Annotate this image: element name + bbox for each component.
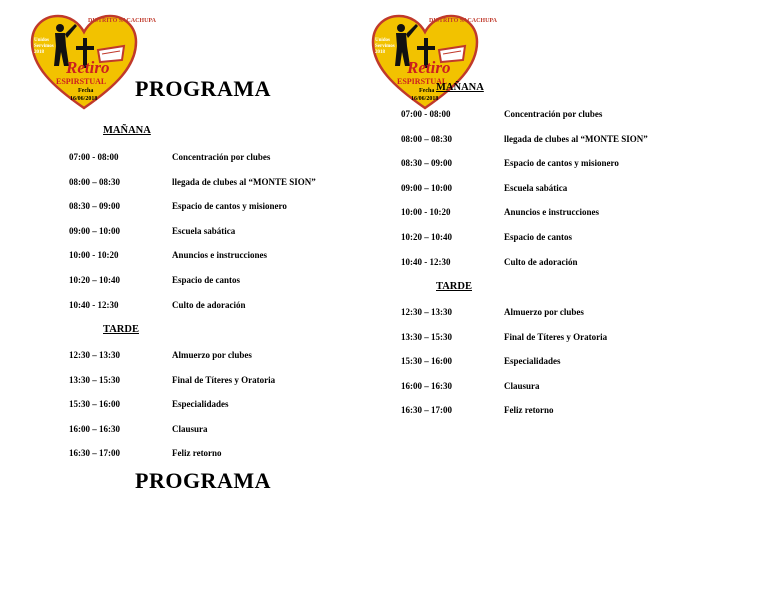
schedule-row (69, 300, 329, 312)
schedule-activity: Anuncios e instrucciones (504, 207, 600, 218)
schedule-activity: Almuerzo por clubes (172, 350, 252, 360)
schedule-activity: Clausura (504, 380, 540, 391)
schedule-activity: Almuerzo por clubes (504, 307, 584, 317)
schedule-activity: Especialidades (504, 356, 561, 367)
logo-date: 16/06/2018 (70, 96, 98, 102)
schedule-time: 09:00 – 10:00 (69, 225, 120, 236)
schedule-time: 10:20 – 10:40 (401, 232, 452, 242)
schedule-activity: Clausura (172, 423, 208, 434)
schedule-row (401, 381, 661, 393)
schedule-time: 08:30 – 09:00 (69, 201, 120, 212)
schedule-row (69, 275, 329, 287)
schedule-activity: Feliz retorno (504, 405, 554, 416)
schedule-row (69, 250, 329, 262)
schedule-activity: Escuela sabática (172, 225, 236, 236)
schedule-row (69, 177, 329, 189)
schedule-row (69, 226, 329, 238)
schedule-time: 15:30 – 16:00 (69, 399, 120, 410)
schedule-time: 10:00 - 10:20 (401, 207, 451, 218)
section-afternoon-heading: TARDE (103, 324, 139, 335)
schedule-time: 15:30 – 16:00 (401, 356, 452, 367)
logo-subtitle: ESPIRSTUAL (397, 77, 448, 86)
schedule-activity: Especialidades (172, 399, 229, 410)
logo-date-label: Fecha (419, 88, 435, 94)
schedule-row (401, 109, 661, 121)
logo-subtitle: ESPIRSTUAL (56, 77, 107, 86)
schedule-time: 12:30 – 13:30 (401, 307, 452, 317)
schedule-activity: Final de Títeres y Oratoria (504, 331, 608, 342)
schedule-activity: Espacio de cantos (172, 275, 241, 285)
logo-title: Retiro (66, 58, 110, 77)
schedule-row (69, 350, 329, 362)
retiro-logo-left (28, 12, 156, 112)
schedule-row (401, 332, 661, 344)
schedule-activity: Espacio de cantos y misionero (504, 158, 619, 169)
logo-title: Retiro (407, 58, 451, 77)
section-morning-heading: MAÑANA (103, 125, 151, 136)
schedule-time: 10:20 – 10:40 (69, 275, 120, 285)
logo-date: 16/06/2018 (411, 96, 439, 102)
schedule-row (69, 399, 329, 411)
schedule-time: 08:00 – 08:30 (401, 133, 452, 144)
schedule-time: 09:00 – 10:00 (401, 182, 452, 193)
logo-top-text: DISTRITO SACACHUPA (88, 18, 156, 24)
logo-top-text: DISTRITO SACACHUPA (429, 18, 497, 24)
schedule-row (401, 405, 661, 417)
schedule-time: 07:00 - 08:00 (69, 152, 119, 162)
section-morning-heading: MAÑANA (436, 82, 484, 93)
schedule-time: 07:00 - 08:00 (401, 109, 451, 119)
schedule-row (69, 152, 329, 164)
schedule-time: 12:30 – 13:30 (69, 350, 120, 360)
schedule-row (401, 307, 661, 319)
schedule-row (401, 134, 661, 146)
schedule-activity: Anuncios e instrucciones (172, 250, 268, 261)
program-title-bottom: PROGRAMA (135, 468, 271, 493)
schedule-row (401, 356, 661, 368)
schedule-activity: Concentración por clubes (172, 152, 271, 162)
schedule-time: 13:30 – 15:30 (69, 374, 120, 385)
schedule-row (401, 232, 661, 244)
schedule-activity: Culto de adoración (504, 256, 578, 267)
schedule-activity: Concentración por clubes (504, 109, 603, 119)
schedule-time: 16:30 – 17:00 (69, 448, 120, 459)
schedule-activity: Espacio de cantos (504, 232, 573, 242)
schedule-row (401, 257, 661, 269)
schedule-time: 08:00 – 08:30 (69, 176, 120, 187)
schedule-time: 16:00 – 16:30 (401, 380, 452, 391)
schedule-time: 16:30 – 17:00 (401, 405, 452, 416)
schedule-time: 08:30 – 09:00 (401, 158, 452, 169)
schedule-activity: Final de Títeres y Oratoria (172, 374, 276, 385)
schedule-activity: Feliz retorno (172, 448, 222, 459)
schedule-row (401, 158, 661, 170)
schedule-time: 13:30 – 15:30 (401, 331, 452, 342)
logo-side-text: Unidos Servimos 2018 (375, 38, 395, 55)
schedule-activity: llegada de clubes al “MONTE SION” (172, 176, 316, 187)
schedule-row (69, 424, 329, 436)
schedule-activity: Espacio de cantos y misionero (172, 201, 287, 212)
logo-date-label: Fecha (78, 88, 94, 94)
schedule-time: 10:00 - 10:20 (69, 250, 119, 261)
schedule-time: 16:00 – 16:30 (69, 423, 120, 434)
section-afternoon-heading: TARDE (436, 281, 472, 292)
schedule-row (401, 207, 661, 219)
schedule-row (69, 375, 329, 387)
schedule-row (401, 183, 661, 195)
logo-side-text: Unidos Servimos 2018 (34, 38, 54, 55)
schedule-row (69, 448, 329, 460)
schedule-activity: Culto de adoración (172, 299, 246, 310)
schedule-activity: Escuela sabática (504, 182, 568, 193)
retiro-logo-right (369, 12, 497, 112)
schedule-time: 10:40 - 12:30 (401, 256, 451, 267)
schedule-activity: llegada de clubes al “MONTE SION” (504, 133, 648, 144)
program-title: PROGRAMA (135, 76, 271, 101)
schedule-row (69, 201, 329, 213)
schedule-time: 10:40 - 12:30 (69, 299, 119, 310)
